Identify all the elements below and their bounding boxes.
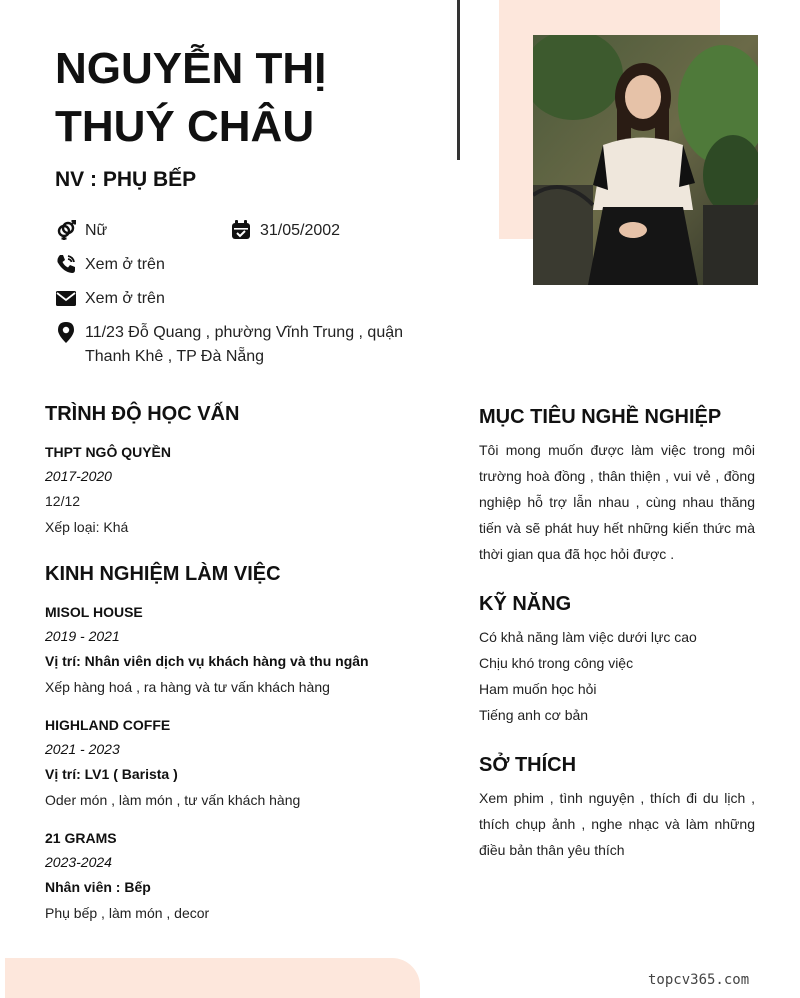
experience-heading: KINH NGHIỆM LÀM VIỆC	[45, 563, 281, 585]
job-description: Phụ bếp , làm món , decor	[45, 905, 210, 921]
skill-item: Tiếng anh cơ bản	[479, 707, 589, 723]
job-period: 2021 - 2023	[45, 741, 120, 757]
candidate-name: NGUYỄN THỊ THUÝ CHÂU	[55, 44, 327, 151]
job-description: Xếp hàng hoá , ra hàng và tư vấn khách hàng	[45, 679, 330, 695]
decorative-divider	[457, 0, 460, 160]
hobbies-heading: SỞ THÍCH	[479, 754, 577, 776]
objective-text: Tôi mong muốn được làm việc trong môi trường hoà đồng , thân thiện , vui vẻ , đồng nghiệp hỗ trợ lẫn nhau , cùng nhau thăng tiến và sẽ phát huy hết những kiến thức mà thời gian qua đã học hỏi được .	[479, 442, 755, 562]
email-icon	[55, 287, 77, 309]
email-row	[55, 287, 165, 311]
location-icon	[55, 321, 77, 343]
education-school: THPT NGÔ QUYỀN	[45, 444, 172, 460]
job-position: Vị trí: Nhân viên dịch vụ khách hàng và thu ngân	[45, 653, 369, 669]
gender-value: Nữ	[85, 222, 108, 239]
education-period: 2017-2020	[45, 468, 112, 484]
site-footer: topcv365.com	[648, 972, 750, 988]
gender-icon	[55, 219, 77, 241]
job-role: NV : PHỤ BẾP	[55, 168, 197, 191]
hobbies-text: Xem phim , tình nguyện , thích đi du lịch , thích chụp ảnh , nghe nhạc và làm những điều bản thân yêu thích	[479, 790, 755, 858]
phone-icon	[55, 253, 77, 275]
skill-item: Có khả năng làm việc dưới lực cao	[479, 629, 697, 645]
objective-heading: MỤC TIÊU NGHỀ NGHIỆP	[479, 406, 722, 428]
job-period: 2023-2024	[45, 854, 112, 870]
phone-value: Xem ở trên	[85, 256, 165, 273]
address-row	[55, 321, 415, 369]
skills-heading: KỸ NĂNG	[479, 593, 572, 615]
job-description: Oder món , làm món , tư vấn khách hàng	[45, 792, 301, 808]
email-value: Xem ở trên	[85, 290, 165, 307]
birthday-value: 31/05/2002	[260, 222, 341, 239]
education-heading: TRÌNH ĐỘ HỌC VẤN	[45, 403, 240, 425]
job-company: MISOL HOUSE	[45, 604, 143, 620]
calendar-icon	[230, 219, 252, 241]
job-position: Nhân viên : Bếp	[45, 879, 151, 895]
profile-photo-image	[533, 35, 758, 285]
address-value: 11/23 Đỗ Quang , phường Vĩnh Trung , quận Thanh Khê , TP Đà Nẵng	[85, 324, 404, 365]
job-company: 21 GRAMS	[45, 830, 117, 846]
profile-photo	[533, 35, 758, 285]
birthday-row	[230, 219, 340, 243]
skill-item: Chịu khó trong công việc	[479, 655, 634, 671]
decorative-bottom-block	[5, 958, 420, 998]
job-period: 2019 - 2021	[45, 628, 120, 644]
job-position: Vị trí: LV1 ( Barista )	[45, 766, 178, 782]
skill-item: Ham muốn học hỏi	[479, 681, 597, 697]
education-grade: 12/12	[45, 493, 81, 509]
job-company: HIGHLAND COFFE	[45, 717, 171, 733]
education-rank: Xếp loại: Khá	[45, 519, 129, 535]
phone-row	[55, 253, 165, 277]
gender-row	[55, 219, 107, 243]
